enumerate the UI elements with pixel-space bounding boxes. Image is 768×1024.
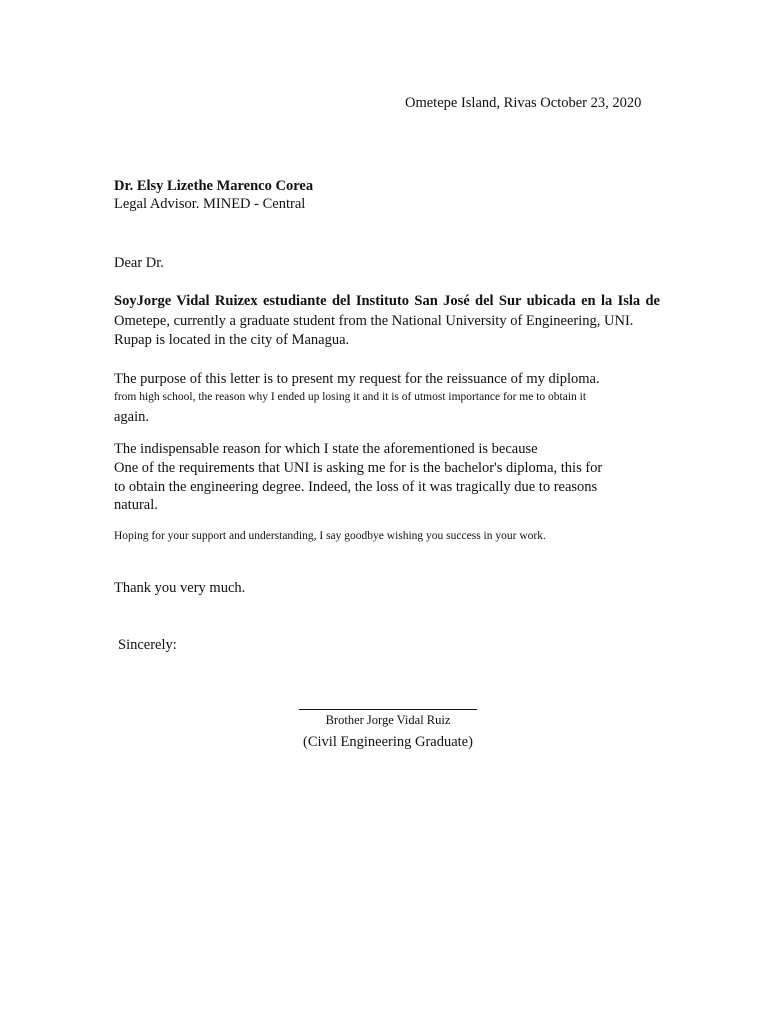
thanks: Thank you very much. [114,580,246,596]
signature-line [299,709,477,710]
paragraph2-line1: The purpose of this letter is to present my request for the reissuance of my diploma. [114,371,600,387]
recipient-title: Legal Advisor. MINED - Central [114,196,306,212]
closing: Sincerely: [118,637,177,653]
paragraph3-line4: natural. [114,497,158,513]
signature-name: Brother Jorge Vidal Ruiz [325,713,451,727]
paragraph3-line1: The indispensable reason for which I state the aforementioned is because [114,441,538,457]
paragraph4: Hoping for your support and understanding, I say goodbye wishing you success in your work. [114,530,546,542]
paragraph3-line3: to obtain the engineering degree. Indeed, the loss of it was tragically due to reasons [114,479,598,495]
salutation: Dear Dr. [114,255,164,271]
signature-role: (Civil Engineering Graduate) [303,734,473,750]
paragraph1-line1: SoyJorge Vidal Ruizex estudiante del Instituto San José del Sur ubicada en la Isla de [114,293,660,309]
paragraph3-line2: One of the requirements that UNI is asking me for is the bachelor's diploma, this for [114,460,603,476]
paragraph2-line2: from high school, the reason why I ended up losing it and it is of utmost importance for me to obtain it [114,391,587,403]
recipient-name: Dr. Elsy Lizethe Marenco Corea [114,178,314,194]
paragraph1-line3: Rupap is located in the city of Managua. [114,332,350,348]
place-date: Ometepe Island, Rivas October 23, 2020 [405,95,642,111]
paragraph1-line2: Ometepe, currently a graduate student from the National University of Engineering, UNI. [114,313,634,329]
paragraph2-line3: again. [114,409,150,425]
